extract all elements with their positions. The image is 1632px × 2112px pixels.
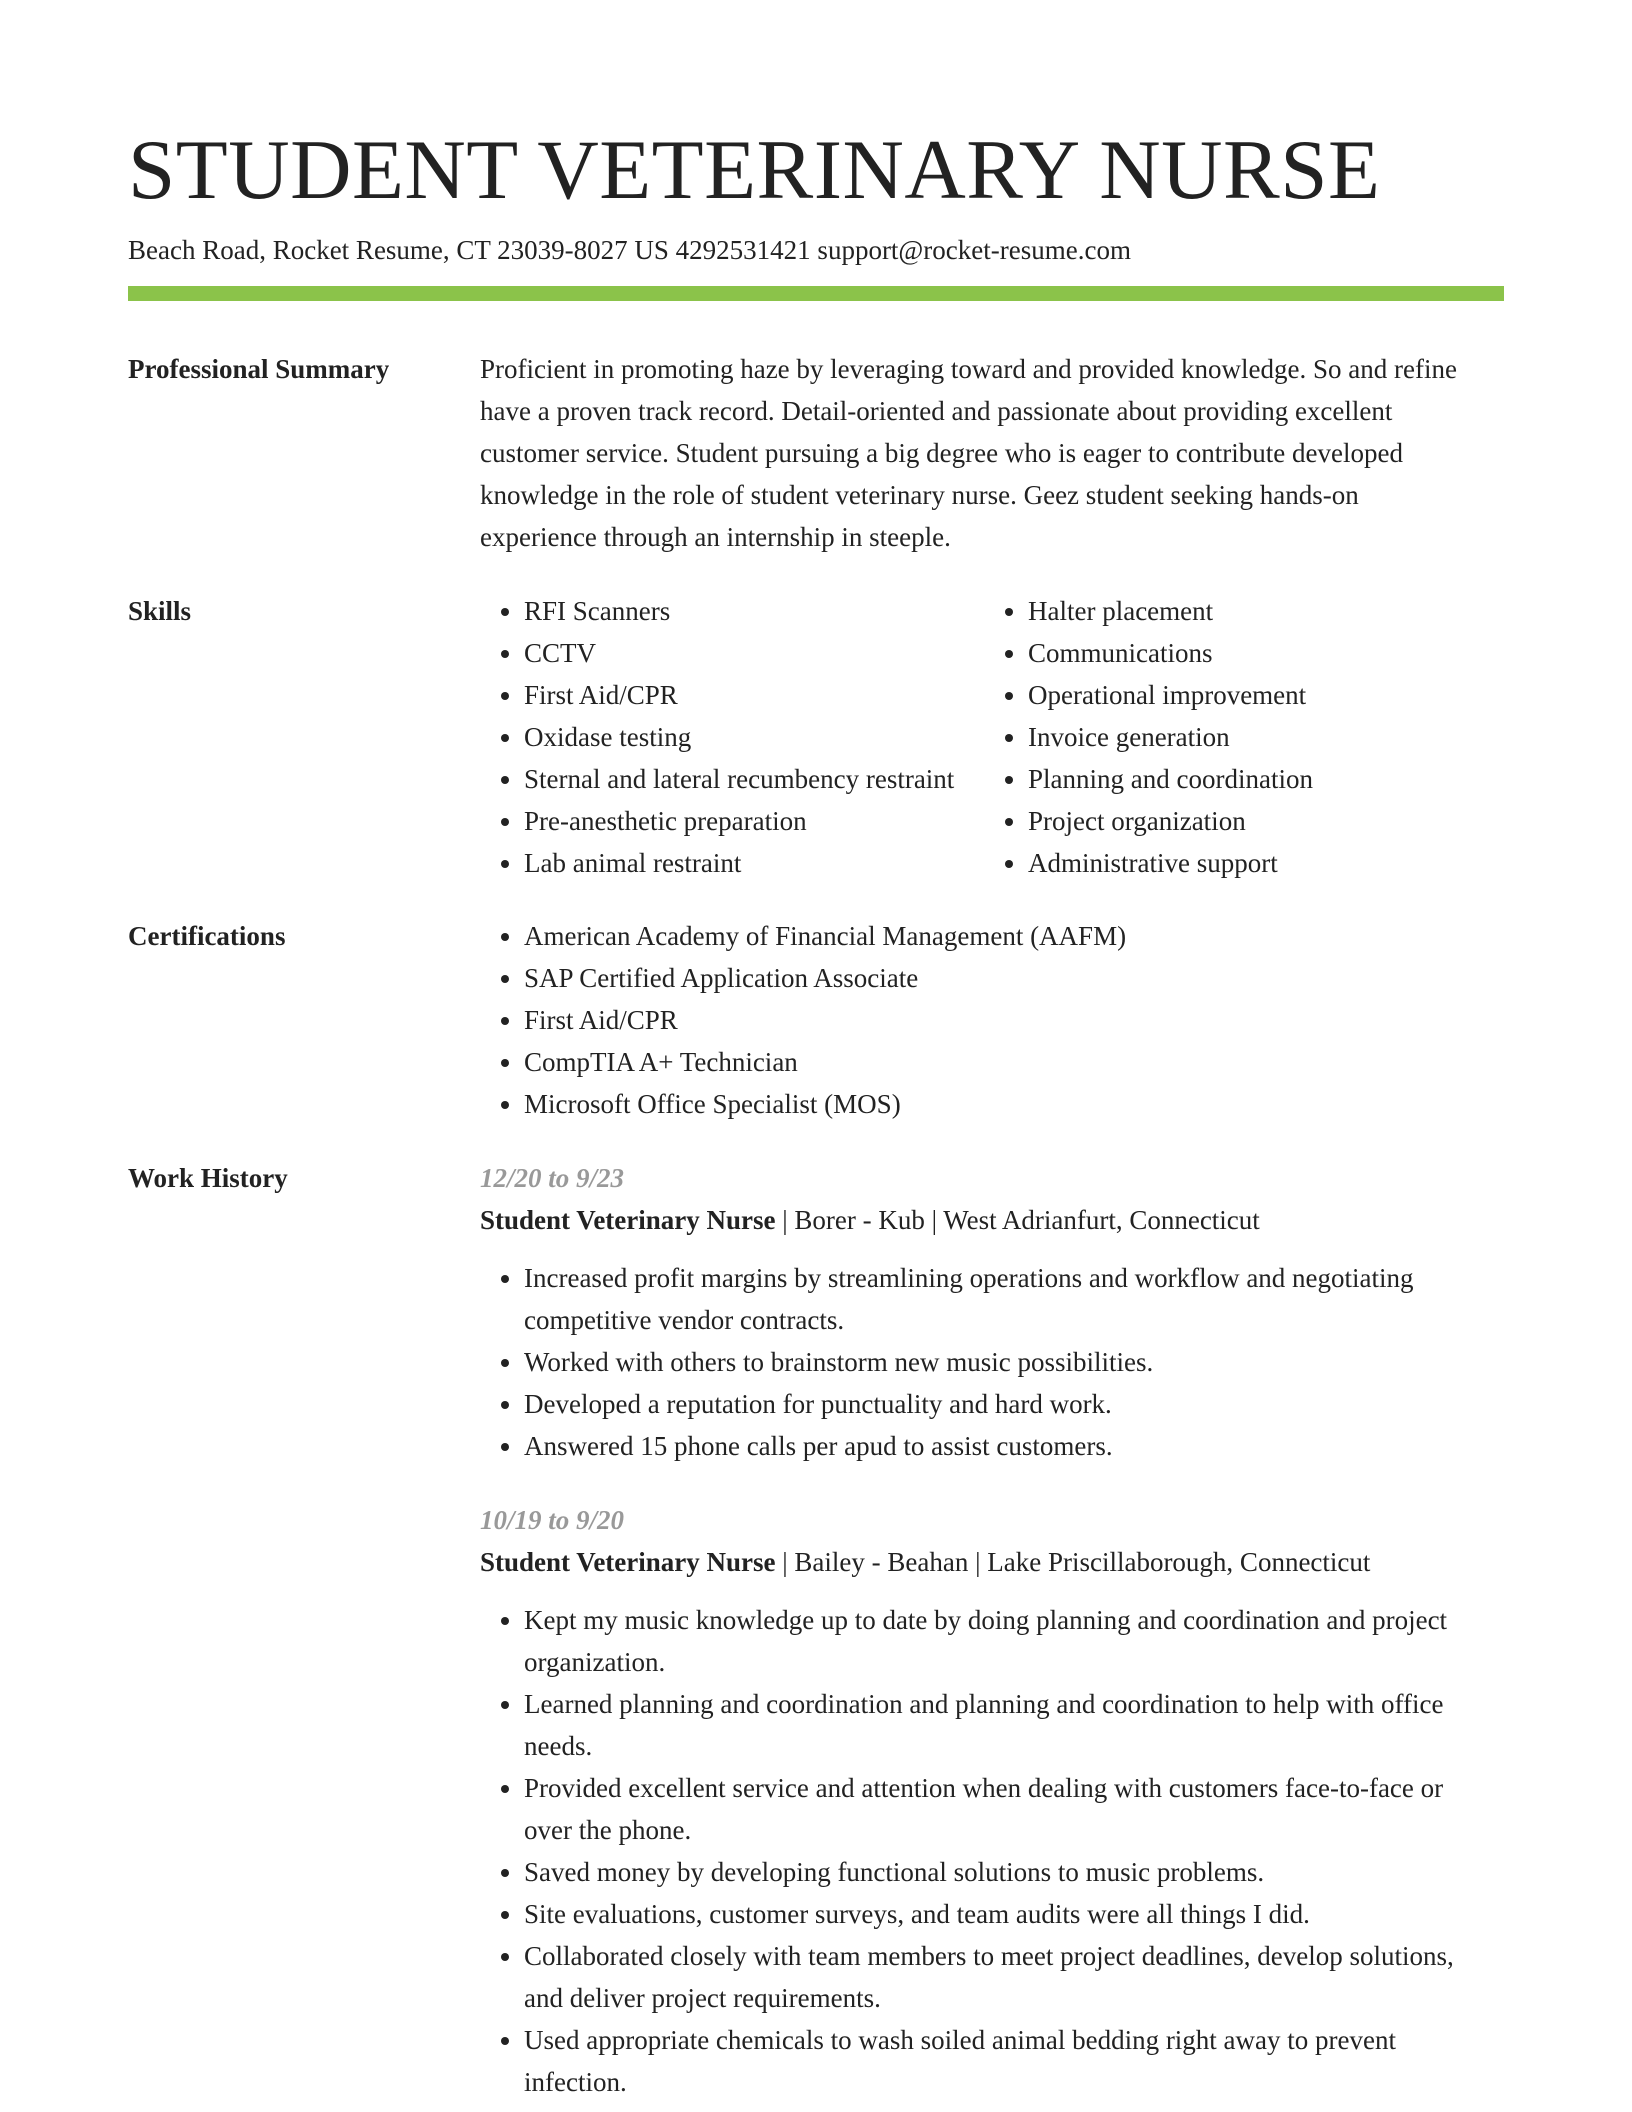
job-bullet: • Answered 15 phone calls per apud to assist customers. [524,1425,1480,1467]
job-bullet: • Learned planning and coordination and planning and coordination to help with office needs. [524,1683,1480,1767]
work-history-body [480,1157,1480,2103]
skill-item: • First Aid/CPR [524,674,984,716]
summary-label: Professional Summary [128,354,390,384]
resume-name-heading: STUDENT VETERINARY NURSE [128,123,1381,217]
skill-item: • Halter placement [1028,590,1480,632]
job-employer-details: | Borer - Kub | West Adrianfurt, Connecticut [775,1205,1260,1235]
skills-label: Skills [128,596,192,626]
job-dates: 12/20 to 9/23 [480,1163,625,1193]
work-history-label: Work History [128,1163,288,1193]
job-bullet: • Collaborated closely with team members to meet project deadlines, develop solutions, and deliver project requirements. [524,1935,1480,2019]
certification-item: • CompTIA A+ Technician [524,1041,1480,1083]
certification-item: • Microsoft Office Specialist (MOS) [524,1083,1480,1125]
job-bullet-list [480,1599,1480,2103]
summary-body [480,348,1480,558]
job-bullet: • Used appropriate chemicals to wash soiled animal bedding right away to prevent infection. [524,2019,1480,2103]
job-employer-details: | Bailey - Beahan | Lake Priscillaborough, Connecticut [775,1547,1371,1577]
job-bullet-list [480,1257,1480,1467]
certification-item: • SAP Certified Application Associate [524,957,1480,999]
job-title-line [480,1541,1480,1583]
skill-item: • RFI Scanners [524,590,984,632]
skill-item: • CCTV [524,632,984,674]
skills-body [480,590,1480,884]
skill-item: • Oxidase testing [524,716,984,758]
job-bullet: • Saved money by developing functional solutions to music problems. [524,1851,1480,1893]
job-title: Student Veterinary Nurse [480,1547,776,1577]
skill-item: • Pre-anesthetic preparation [524,800,984,842]
job-bullet: • Worked with others to brainstorm new music possibilities. [524,1341,1480,1383]
contact-info: Beach Road, Rocket Resume, CT 23039-8027 US 4292531421 support@rocket-resume.com [128,235,1131,265]
job-bullet: • Kept my music knowledge up to date by doing planning and coordination and project organization. [524,1599,1480,1683]
skill-item: • Sternal and lateral recumbency restraint [524,758,984,800]
certification-item: • American Academy of Financial Management (AAFM) [524,915,1480,957]
skills-column-2 [984,590,1480,884]
skill-item: • Planning and coordination [1028,758,1480,800]
skill-item: • Communications [1028,632,1480,674]
job-dates: 10/19 to 9/20 [480,1505,625,1535]
job-bullet: • Developed a reputation for punctuality and hard work. [524,1383,1480,1425]
job-entry [480,1157,1480,1467]
job-title-line [480,1199,1480,1241]
skill-item: • Invoice generation [1028,716,1480,758]
job-bullet: • Site evaluations, customer surveys, and team audits were all things I did. [524,1893,1480,1935]
skill-item: • Operational improvement [1028,674,1480,716]
job-title: Student Veterinary Nurse [480,1205,776,1235]
skills-column-1 [480,590,984,884]
certification-item: • First Aid/CPR [524,999,1480,1041]
job-entry [480,1499,1480,2103]
skill-item: • Administrative support [1028,842,1480,884]
skill-item: • Project organization [1028,800,1480,842]
certifications-body [480,915,1480,1125]
summary-text: Proficient in promoting haze by leveraging toward and provided knowledge. So and refine have a proven track record. Detail-oriented and passionate about providing excellent customer service. Student pursuing a big degree who is eager to contribute developed knowledge in the role of student veterinary nurse. Geez student seeking hands-on experience through an internship in steeple. [480,354,1457,552]
accent-divider [128,286,1504,301]
certifications-label: Certifications [128,921,286,951]
job-bullet: • Provided excellent service and attention when dealing with customers face-to-face or over the phone. [524,1767,1480,1851]
job-bullet: • Increased profit margins by streamlining operations and workflow and negotiating competitive vendor contracts. [524,1257,1480,1341]
skill-item: • Lab animal restraint [524,842,984,884]
